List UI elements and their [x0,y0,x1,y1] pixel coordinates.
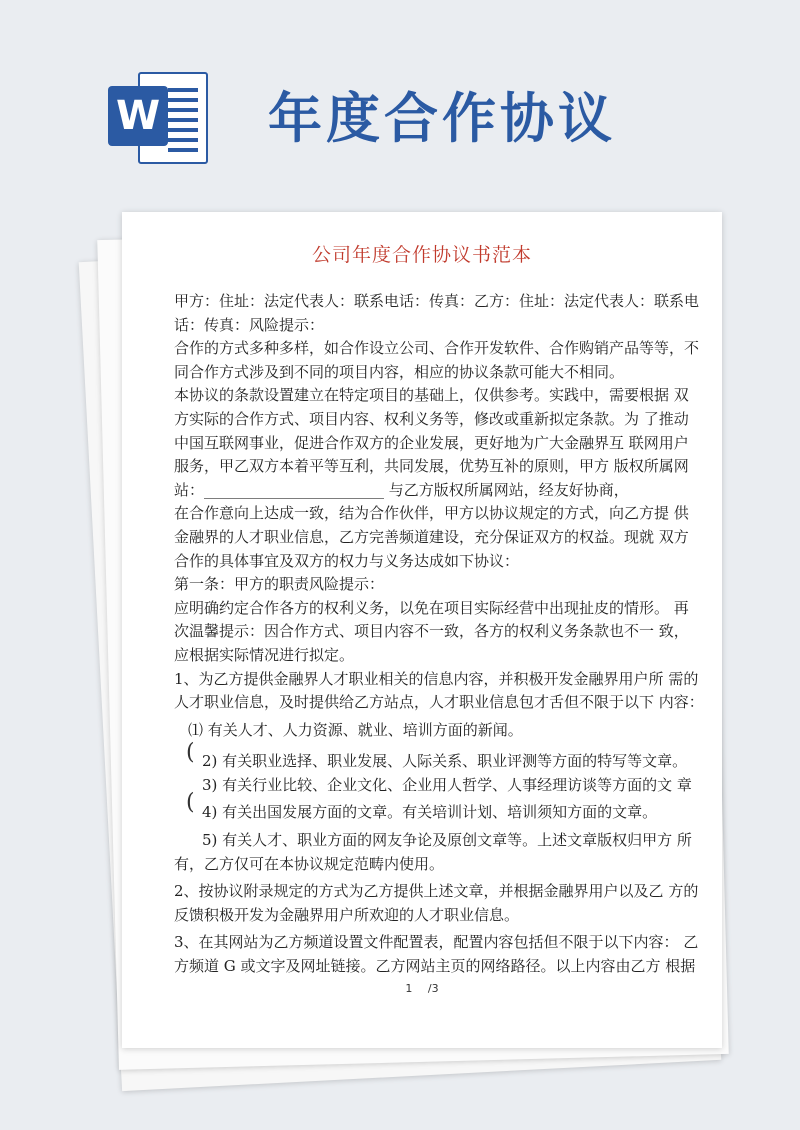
body-line: 1、为乙方提供金融界人才职业相关的信息内容，并积极开发金融界用户所 需的 [174,669,699,688]
doc-line [168,128,198,132]
body-line: 反馈积极开发为金融界用户所欢迎的人才职业信息。 [174,905,520,924]
body-line: 方实际的合作方式、项目内容、权利义务等，修改或重新拟定条款。为 了推动 [174,409,689,428]
doc-line [168,98,198,102]
body-line: 中国互联网事业，促进合作双方的企业发展，更好地为广大金融界互 联网用户 [174,433,689,452]
body-line: 合作的具体事宜及双方的权力与义务达成如下协议： [174,551,520,570]
page-current: 1 [405,982,413,995]
document-page [122,212,722,1048]
body-line: 站：________________________ 与乙方版权所属网站，经友好协商， [174,480,629,499]
body-line: 第一条：甲方的职责风险提示： [174,575,385,594]
body-line: 3、在其网站为乙方频道设置文件配置表，配置内容包括但不限于以下内容： 乙 [174,933,699,952]
doc-line [168,118,198,122]
list-item: 4) 有关出国发展方面的文章。有关培训计划、培训须知方面的文章。 [202,803,658,822]
body-line: 本协议的条款设置建立在特定项目的基础上，仅供参考。实践中，需要根据 双 [174,386,689,405]
page-title: 年度合作协议 [268,87,616,150]
body-line: 应根据实际情况进行拟定。 [174,645,355,664]
body-line: 合作的方式多种多样，如合作设立公司、合作开发软件、合作购销产品等等，不 [174,339,700,358]
body-line: 在合作意向上达成一致，结为合作伙伴，甲方以协议规定的方式，向乙方提 供 [174,504,689,523]
page-total: /3 [427,982,439,995]
doc-line [168,148,198,152]
body-line: 方频道 G 或文字及网址链接。乙方网站主页的网络路径。以上内容由乙方 根据 [174,957,696,976]
list-item: 2) 有关职业选择、职业发展、人际关系、职业评测等方面的特写等文章。 [202,752,688,771]
brace-mark: ( [186,790,195,815]
body-line: 甲方：住址：法定代表人：联系电话：传真：乙方：住址：法定代表人：联系电 [174,292,700,310]
doc-line [168,88,198,92]
word-w-badge: W [108,86,168,146]
document-body [174,290,722,979]
body-line: 2、按协议附录规定的方式为乙方提供上述文章，并根据金融界用户以及乙 方的 [174,882,699,901]
body-line: 话：传真：风险提示： [174,315,325,334]
list-item: 5) 有关人才、职业方面的网友争论及原创文章等。上述文章版权归甲方 所 [202,831,692,850]
body-line: 金融界的人才职业信息，乙方完善频道建设，充分保证双方的权益。现就 双方 [174,527,689,546]
list-item: 3) 有关行业比较、企业文化、企业用人哲学、人事经理访谈等方面的文 章 [202,775,692,794]
body-line: 同合作方式涉及到不同的项目内容，相应的协议条款可能大不相同。 [174,362,625,381]
list-item: ⑴ 有关人才、人力资源、就业、培训方面的新闻。 [188,720,523,739]
word-app-icon [108,68,208,168]
body-line: 次温馨提示：因合作方式、项目内容不一致，各方的权利义务条款也不一 致， [174,622,689,641]
body-line: 应明确约定合作各方的权利义务，以免在项目实际经营中出现扯皮的情形。 再 [174,598,689,617]
body-line: 人才职业信息，及时提供给乙方站点，人才职业信息包才舌但不限于以下 内容： [174,693,704,712]
doc-line [168,108,198,112]
doc-line [168,138,198,142]
document-title: 公司年度合作协议书范本 [311,244,532,266]
body-line: 有，乙方仅可在本协议规定范畴内使用。 [174,854,445,873]
page-number [122,982,722,995]
brace-mark: ( [186,740,195,765]
body-line: 服务，甲乙双方本着平等互利，共同发展，优势互补的原则，甲方 版权所属网 [174,457,689,476]
